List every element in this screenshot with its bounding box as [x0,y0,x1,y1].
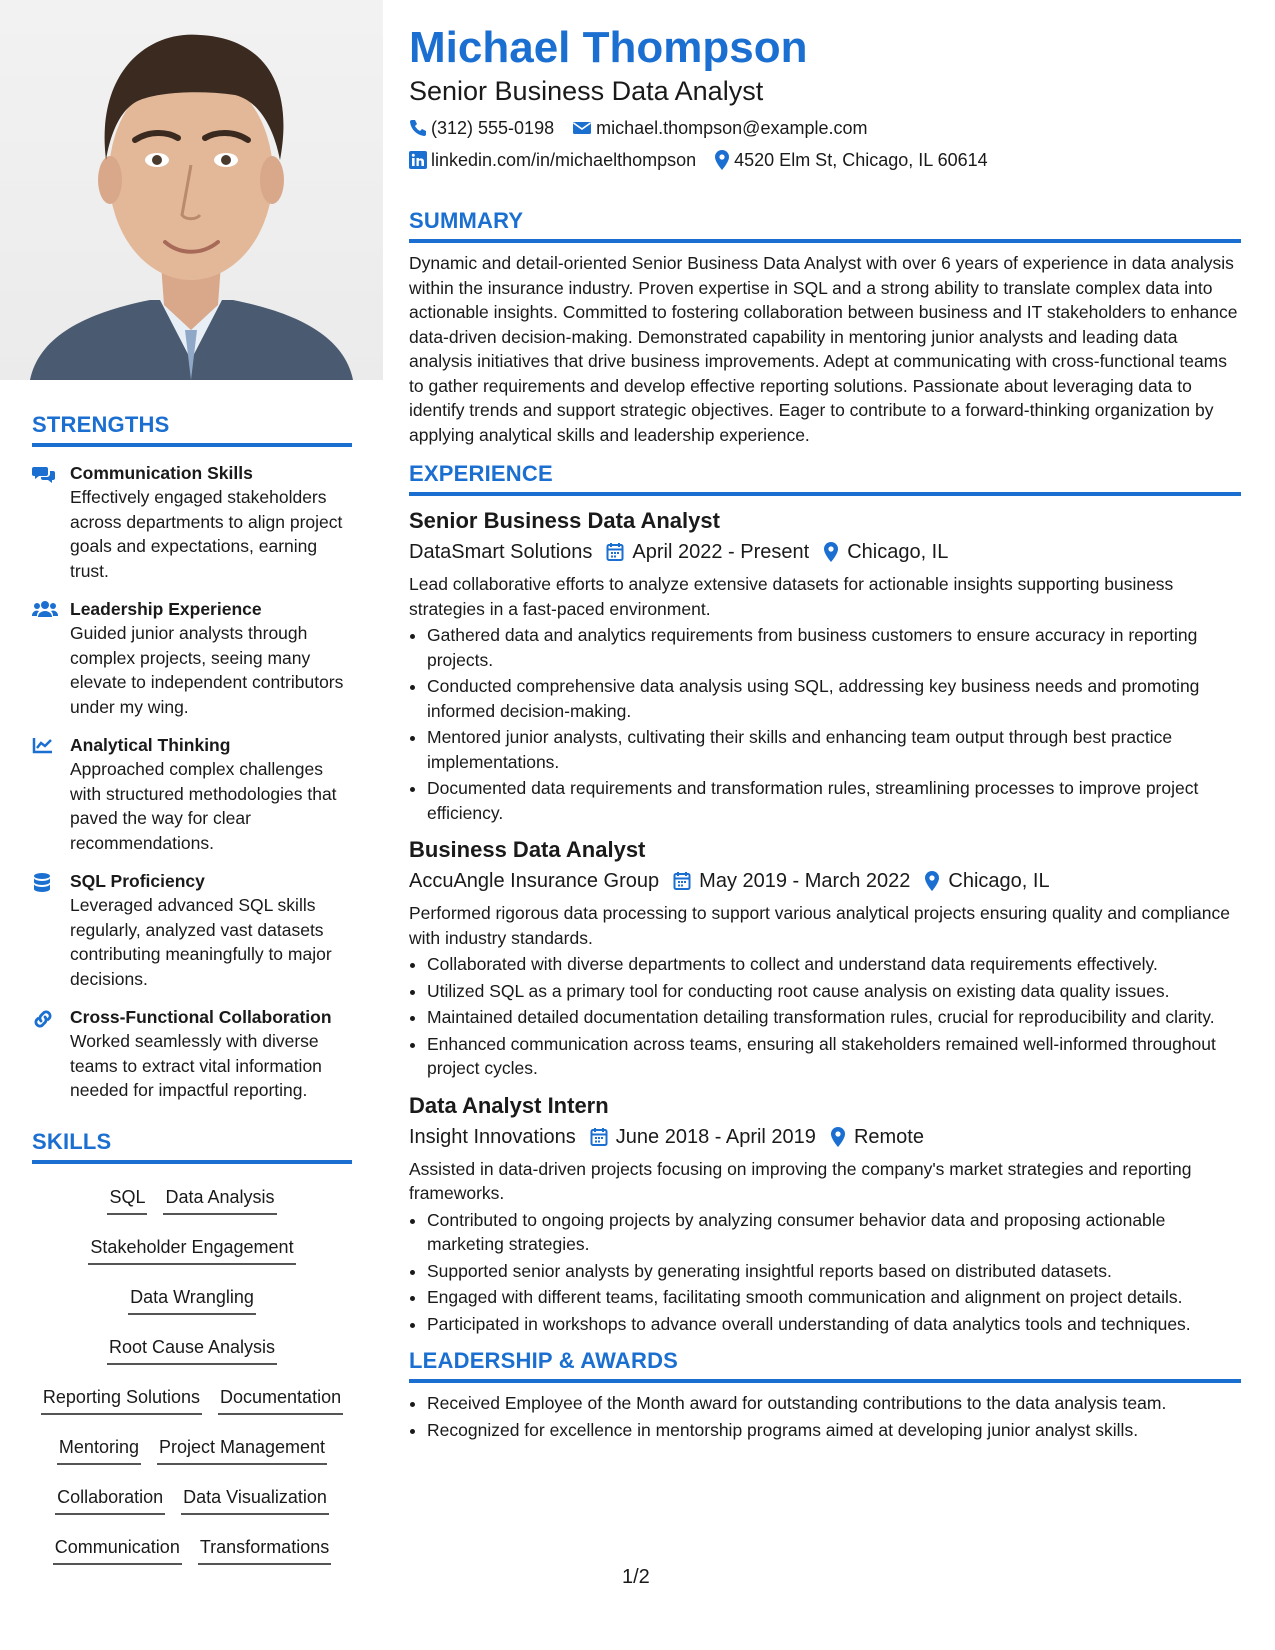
skill-tag: SQL [107,1179,147,1215]
bullet-item: • Contributed to ongoing projects by analyzing consumer behavior data and proposing actionable marketing strategies. [427,1208,1241,1257]
strength-title: Leadership Experience [70,599,262,619]
calendar-icon [606,542,624,562]
job-bullets [409,1208,1241,1337]
candidate-title: Senior Business Data Analyst [409,76,764,106]
bullet-item: • Collaborated with diverse departments to collect and understand data requirements effectively. [427,952,1241,977]
strength-item [32,1005,352,1103]
strength-item [32,597,352,719]
strength-description: Guided junior analysts through complex projects, seeing many elevate to independent contributors under my wing. [70,623,344,717]
users-icon [32,600,58,618]
bullet-item: • Enhanced communication across teams, ensuring all stakeholders remained well-informed throughout project cycles. [427,1032,1241,1081]
bullet-item: • Maintained detailed documentation detailing transformation rules, crucial for reproducibility and clarity. [427,1005,1241,1030]
skill-tag: Reporting Solutions [41,1379,202,1415]
linkedin-icon [409,151,427,169]
skill-tag: Project Management [157,1429,327,1465]
bullet-item: • Gathered data and analytics requirements from business customers to ensure accuracy in reporting projects. [427,623,1241,672]
skills-heading: SKILLS [32,1129,352,1164]
chart-line-icon [32,736,54,754]
address-text: 4520 Elm St, Chicago, IL 60614 [734,150,988,170]
summary-heading: SUMMARY [409,208,1241,243]
skill-tag: Mentoring [57,1429,141,1465]
address-contact [714,148,988,172]
sidebar [0,0,383,1650]
candidate-name: Michael Thompson [409,23,808,72]
summary-section [409,208,1241,447]
link-icon [32,1008,54,1030]
job-title: Business Data Analyst [409,837,646,862]
email-contact[interactable] [572,116,867,140]
main-content [409,22,1241,1444]
bullet-item: • Conducted comprehensive data analysis using SQL, addressing key business needs and promoting informed decision-making. [427,674,1241,723]
envelope-icon [572,120,592,136]
job-title: Senior Business Data Analyst [409,508,720,533]
strength-description: Approached complex challenges with structured methodologies that paved the way for clear recommendations. [70,759,337,853]
page-number: 1/2 [622,1566,650,1588]
job-location: Chicago, IL [847,541,949,563]
job-meta [409,538,1241,566]
job-bullets [409,623,1241,825]
award-item: • Received Employee of the Month award for outstanding contributions to the data analysis team. [427,1391,1241,1416]
map-pin-icon [823,542,839,562]
skill-tag: Data Visualization [181,1479,329,1515]
phone-contact [409,116,554,140]
skill-tag: Data Analysis [163,1179,276,1215]
job-bullets [409,952,1241,1081]
job-location: Remote [853,1125,924,1148]
awards-heading: LEADERSHIP & AWARDS [409,1348,1241,1383]
job-title: Data Analyst Intern [409,1092,609,1118]
job-entry [409,506,1241,825]
company-name: AccuAngle Insurance Group [409,870,660,892]
map-pin-icon [714,150,730,170]
skill-tag: Data Wrangling [128,1279,256,1315]
linkedin-contact[interactable] [409,148,696,172]
calendar-icon [673,871,691,891]
job-description: Assisted in data-driven projects focusing on improving the company's market strategies and reporting frameworks. [409,1158,1192,1203]
strength-title: Cross-Functional Collaboration [70,1007,332,1027]
job-meta [409,1123,1241,1151]
job-meta [409,867,1241,895]
strength-item [32,869,352,991]
job-dates: April 2022 - Present [632,541,810,563]
strengths-heading: STRENGTHS [32,412,352,447]
linkedin-text: linkedin.com/in/michaelthompson [431,150,697,170]
email-text: michael.thompson@example.com [596,118,868,138]
experience-heading: EXPERIENCE [409,461,1241,496]
skills-list [32,1172,352,1572]
job-dates: May 2019 - March 2022 [699,870,911,892]
phone-icon [409,119,427,137]
awards-list [409,1391,1241,1442]
strength-item [32,461,352,583]
strength-title: Communication Skills [70,463,253,483]
profile-photo [0,0,383,380]
job-entry [409,1091,1241,1337]
contact-row [409,148,1241,172]
summary-text: Dynamic and detail-oriented Senior Business Data Analyst with over 6 years of experience in data analysis within the insurance industry. Proven expertise in SQL and a strong ability to translate complex data into actionable insights. Committed to fostering collaboration between business and IT stakeholders to enhance data-driven decision-making. Demonstrated capability in mentoring junior analysts and leading data analysis initiatives that drive business improvements. Adept at communicating with cross-functional teams to gather requirements and develop effective reporting solutions. Passionate about leveraging data to identify trends and support strategic objectives. Eager to contribute to a forward-thinking organization by applying analytical skills and leadership experience. [409,253,1238,445]
strength-description: Worked seamlessly with diverse teams to extract vital information needed for impactful reporting. [70,1031,322,1100]
contact-row [409,116,1241,140]
portrait-illustration [0,0,383,380]
bullet-item: • Engaged with different teams, facilitating smooth communication and alignment on project details. [427,1285,1241,1310]
map-pin-icon [830,1127,846,1147]
strength-description: Effectively engaged stakeholders across departments to align project goals and expectations, earning trust. [70,487,343,581]
map-pin-icon [924,871,940,891]
job-entry [409,835,1241,1081]
company-name: Insight Innovations [409,1125,576,1148]
skill-tag: Stakeholder Engagement [88,1229,295,1265]
strengths-section [32,412,352,1572]
job-description: Lead collaborative efforts to analyze extensive datasets for actionable insights supporting business strategies in a fast-paced environment. [409,574,1174,619]
skill-tag: Collaboration [55,1479,165,1515]
awards-section [409,1348,1241,1442]
bullet-item: • Mentored junior analysts, cultivating their skills and enhancing team output through best practice implementations. [427,725,1241,774]
phone-text: (312) 555-0198 [431,118,555,138]
award-item: • Recognized for excellence in mentorship programs aimed at developing junior analyst skills. [427,1418,1241,1443]
bullet-item: • Supported senior analysts by generating insightful reports based on distributed datasets. [427,1259,1241,1284]
job-location: Chicago, IL [948,870,1050,892]
experience-section [409,461,1241,1336]
database-icon [32,872,52,894]
job-description: Performed rigorous data processing to support various analytical projects ensuring quality and compliance with industry standards. [409,903,1230,948]
skill-tag: Documentation [218,1379,343,1415]
calendar-icon [590,1127,608,1147]
skill-tag: Root Cause Analysis [107,1329,277,1365]
comments-icon [32,464,56,484]
company-name: DataSmart Solutions [409,541,593,563]
bullet-item: • Documented data requirements and transformation rules, streamlining processes to improve project efficiency. [427,776,1241,825]
bullet-item: • Utilized SQL as a primary tool for conducting root cause analysis on existing data quality issues. [427,979,1241,1004]
skill-tag: Transformations [198,1529,331,1565]
bullet-item: • Participated in workshops to advance overall understanding of data analytics tools and techniques. [427,1312,1241,1337]
skill-tag: Communication [53,1529,182,1565]
strength-item [32,733,352,855]
strength-title: SQL Proficiency [70,871,205,891]
strength-title: Analytical Thinking [70,735,231,755]
job-dates: June 2018 - April 2019 [615,1125,816,1148]
strength-description: Leveraged advanced SQL skills regularly, analyzed vast datasets contributing meaningfully to major decisions. [70,895,332,989]
